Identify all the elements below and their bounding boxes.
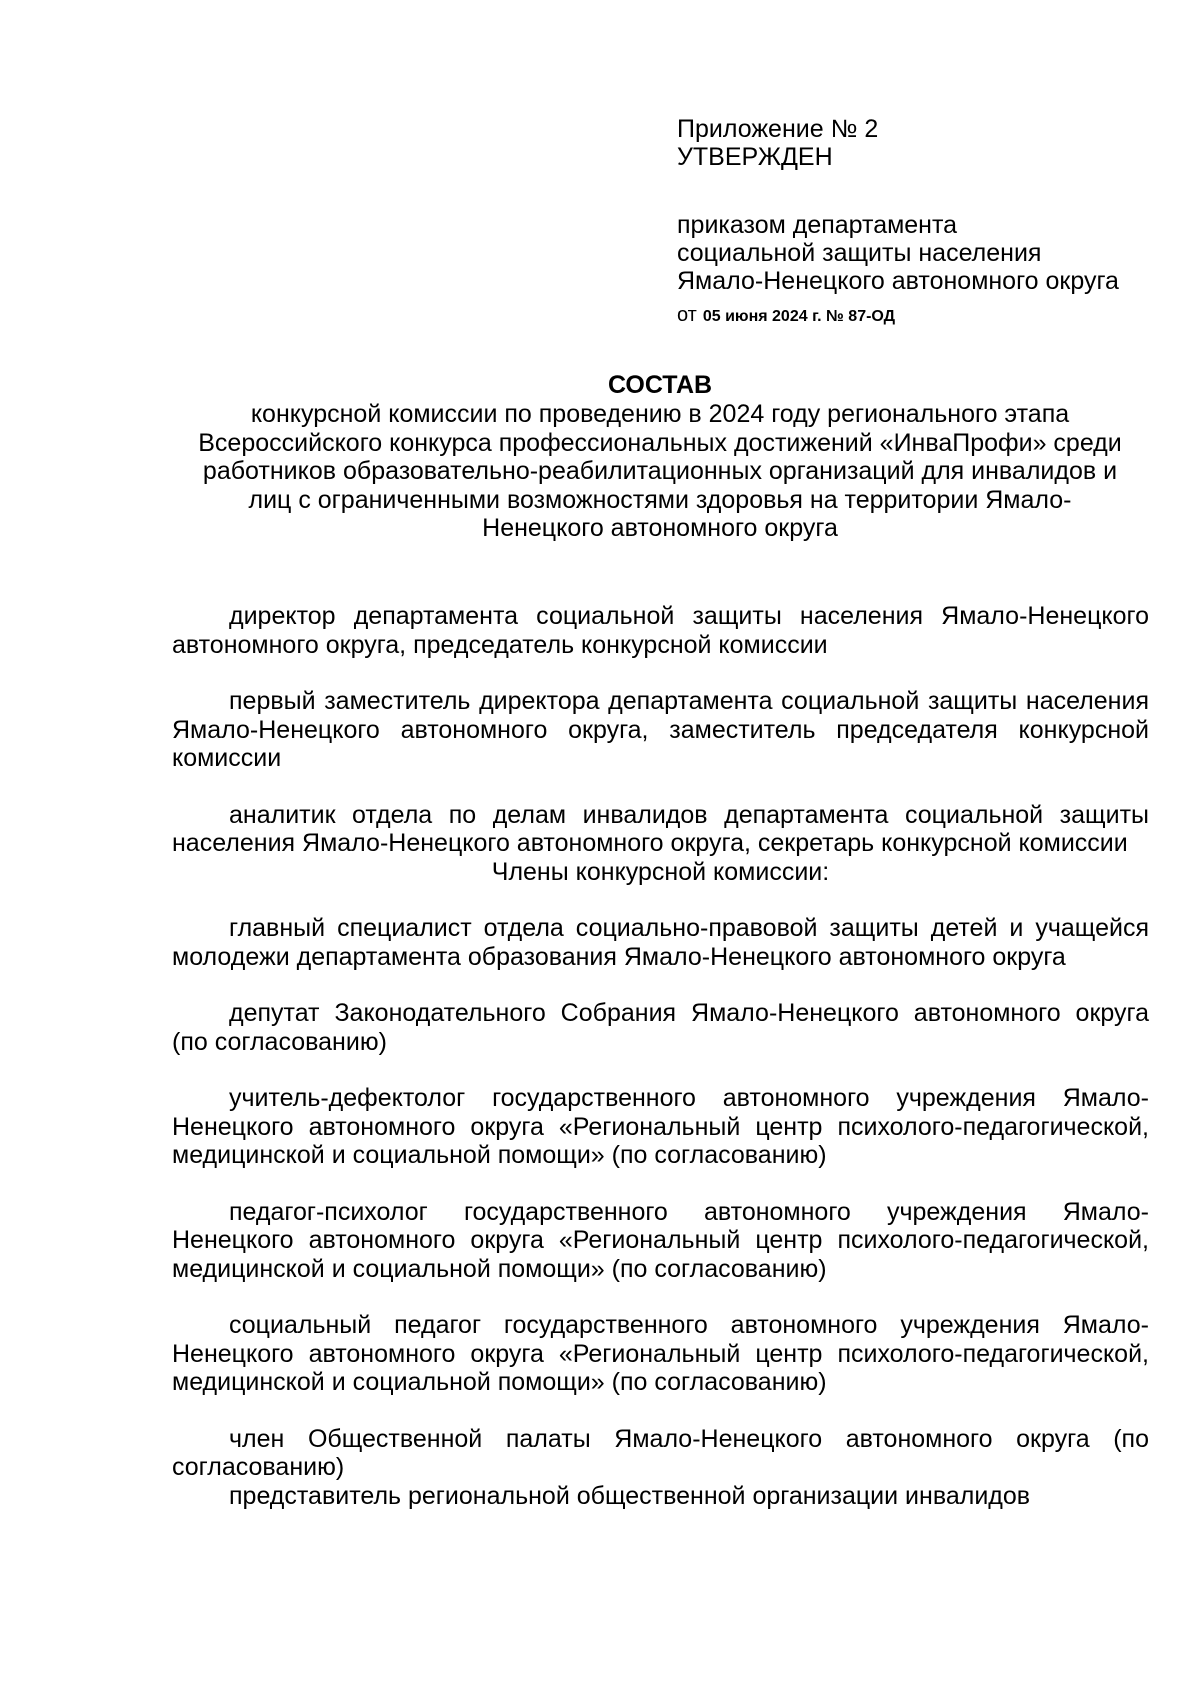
order-line-1: приказом департамента <box>677 211 958 239</box>
order-date-line <box>677 301 1157 331</box>
order-date-number: 05 июня 2024 г. № 87-ОД <box>702 308 896 325</box>
document-title-block <box>160 370 1160 543</box>
list-item: главный специалист отдела социально-правовой защиты детей и учащейся молодежи департамента образования Ямало-Ненецкого автономного округа <box>172 914 1149 971</box>
order-from-label: от <box>677 304 697 326</box>
commission-list <box>172 602 1149 1510</box>
list-item: представитель региональной общественной организации инвалидов <box>229 1481 1031 1510</box>
appendix-number: Приложение № 2 <box>677 115 879 143</box>
list-item: депутат Законодательного Собрания Ямало-Ненецкого автономного округа (по согласованию) <box>172 999 1149 1056</box>
member-chair: директор департамента социальной защиты населения Ямало-Ненецкого автономного округа, председатель конкурсной комиссии <box>172 602 1149 659</box>
members-heading: Члены конкурсной комиссии: <box>491 857 830 886</box>
approval-block <box>677 115 1157 331</box>
list-item: учитель-дефектолог государственного автономного учреждения Ямало-Ненецкого автономного округа «Региональный центр психолого-педагогической, медицинской и социальной помощи» (по согласованию) <box>172 1084 1149 1169</box>
list-item: член Общественной палаты Ямало-Ненецкого автономного округа (по согласованию) <box>172 1424 1149 1481</box>
spacer <box>677 171 1157 211</box>
member-deputy-chair: первый заместитель директора департамента социальной защиты населения Ямало-Ненецкого автономного округа, заместитель председателя конкурсной комиссии <box>172 687 1149 772</box>
order-line-2: социальной защиты населения <box>677 239 1042 267</box>
list-item: педагог-психолог государственного автономного учреждения Ямало-Ненецкого автономного округа «Региональный центр психолого-педагогической, медицинской и социальной помощи» (по согласованию) <box>172 1197 1149 1283</box>
approved-label: УТВЕРЖДЕН <box>677 143 833 171</box>
list-item: социальный педагог государственного автономного учреждения Ямало-Ненецкого автономного округа «Региональный центр психолого-педагогической, медицинской и социальной помощи» (по согласованию) <box>172 1311 1149 1396</box>
document-subtitle: конкурсной комиссии по проведению в 2024 году регионального этапа Всероссийского конкурса профессиональных достижений «ИнваПрофи» среди работников образовательно-реабилитационных организаций для инвалидов и лиц с ограниченными возможностями здоровья на территории Ямало-Ненецкого автономного округа <box>198 400 1122 542</box>
member-secretary: аналитик отдела по делам инвалидов департамента социальной защиты населения Ямало-Ненецкого автономного округа, секретарь конкурсной комиссии <box>172 800 1149 857</box>
document-heading: СОСТАВ <box>607 371 713 399</box>
order-line-3: Ямало-Ненецкого автономного округа <box>677 267 1119 295</box>
